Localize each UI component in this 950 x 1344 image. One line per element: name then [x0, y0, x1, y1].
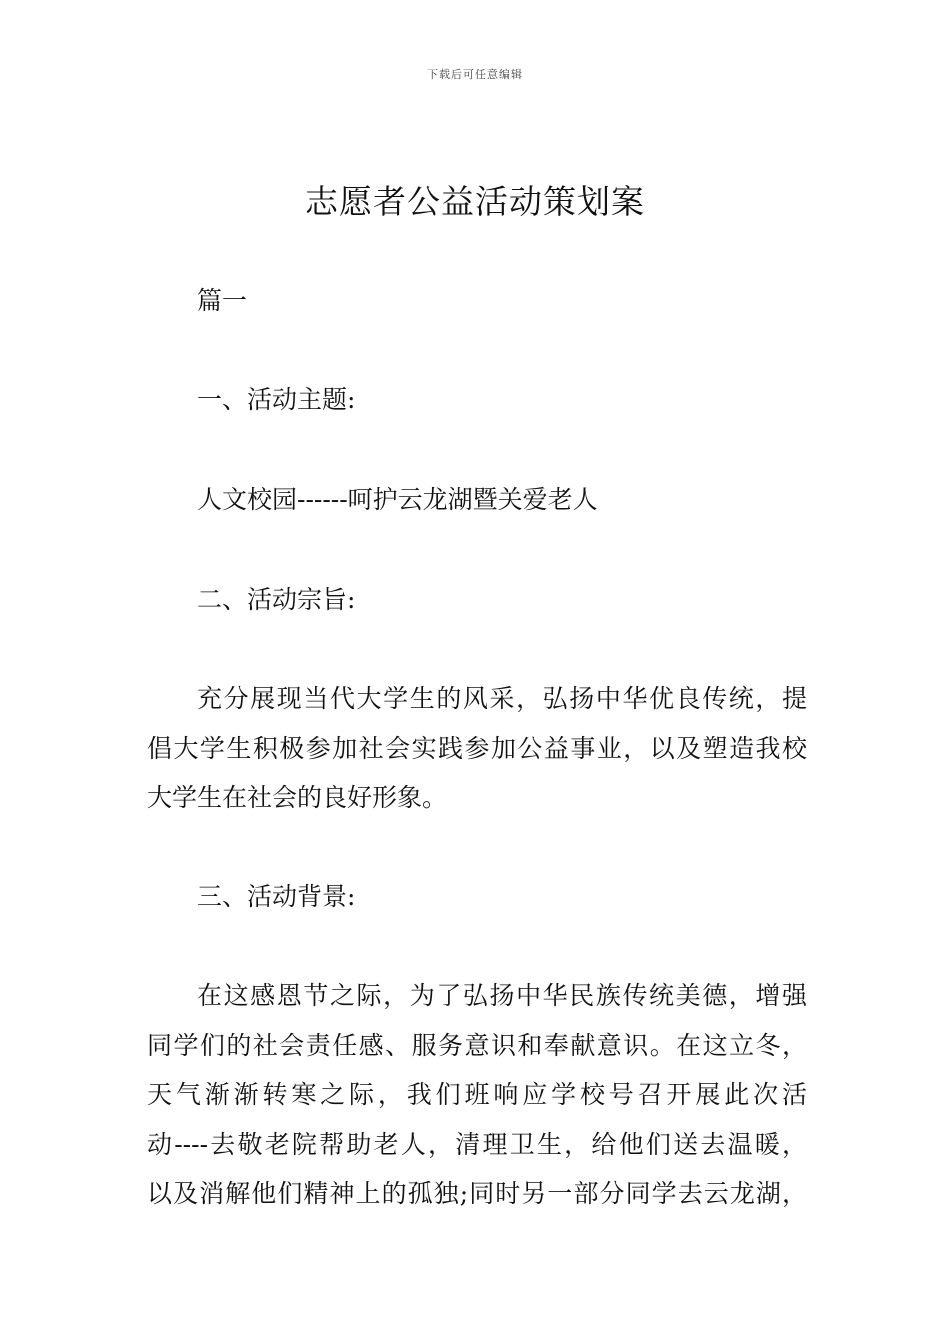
- section-label: 篇一: [197, 286, 248, 315]
- paragraph-line: 天气渐渐转寒之际，我们班响应学校号召开展此次活: [147, 1080, 807, 1110]
- paragraph-line: 大学生在社会的良好形象。: [147, 783, 448, 813]
- background-paragraph: [147, 971, 807, 1219]
- theme-text: 人文校园------呵护云龙湖暨关爱老人: [197, 485, 598, 514]
- heading-background: 三、活动背景:: [197, 882, 356, 911]
- heading-theme: 一、活动主题:: [197, 385, 356, 414]
- paragraph-line: 同学们的社会责任感、服务意识和奉献意识。在这立冬，: [147, 1030, 807, 1060]
- paragraph-line: 充分展现当代大学生的风采，弘扬中华优良传统，提: [197, 684, 807, 713]
- document-title: 志愿者公益活动策划案: [305, 182, 645, 221]
- paragraph-line: 动----去敬老院帮助老人，清理卫生，给他们送去温暖，: [147, 1129, 807, 1159]
- heading-purpose: 二、活动宗旨:: [197, 585, 356, 614]
- purpose-paragraph: [147, 674, 807, 823]
- paragraph-line: 以及消解他们精神上的孤独;同时另一部分同学去云龙湖，: [147, 1179, 807, 1209]
- header-note: 下载后可任意编辑: [427, 68, 523, 81]
- paragraph-line: 倡大学生积极参加社会实践参加公益事业，以及塑造我校: [147, 733, 807, 763]
- paragraph-line: 在这感恩节之际，为了弘扬中华民族传统美德，增强: [197, 981, 807, 1010]
